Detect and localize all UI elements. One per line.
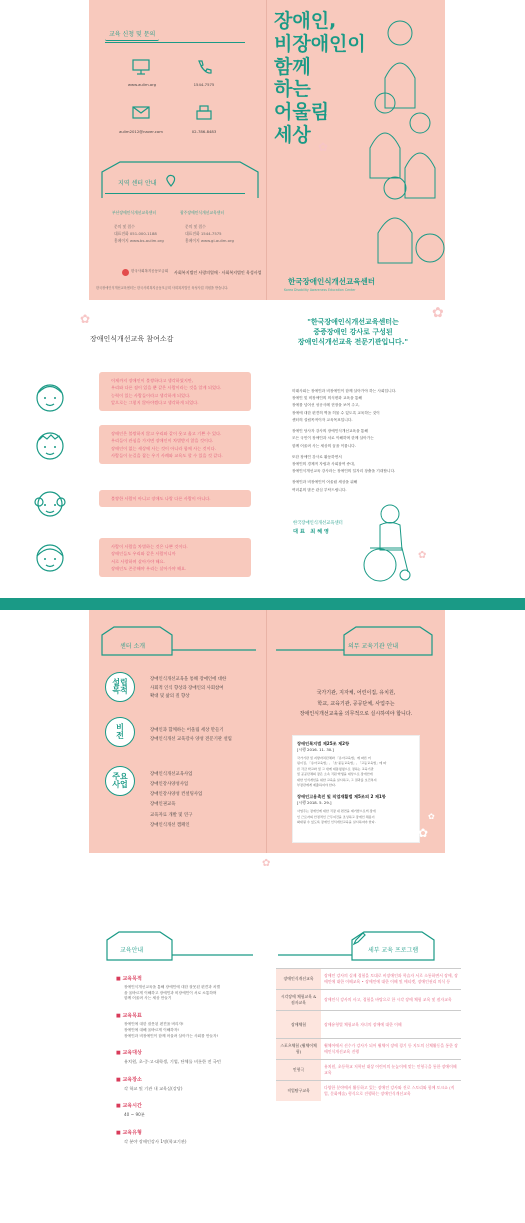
program-label-6: 직업탐구교육: [276, 1081, 321, 1102]
ceo-para-3-line-1: 또한 장애인 강사로 활동하면서: [292, 454, 342, 459]
law2-title: 장애인고용촉진 및 직업재활법 제5조의 2 제1항: [297, 794, 386, 800]
phone-text[interactable]: 1544-7575: [193, 82, 215, 87]
establish-line-2: 사회적 인식 향상과 장애인의 사회참여: [150, 685, 224, 691]
ceo-para-3-line-3: 장애인식개선교육 강사라는 장애인의 일자리 창출을 기대합니다.: [292, 469, 396, 474]
cover-org-sub: Korea Disability Awareness Education Center: [284, 288, 356, 292]
cover-title-line-6: 세상: [274, 123, 311, 146]
quote-4-line-1: 사람이 사람을 차별하는 것은 나쁜 것이다.: [111, 544, 188, 549]
establish-text: [150, 676, 226, 702]
regional-divider: [105, 193, 245, 194]
fax-text[interactable]: 02-786-8483: [191, 129, 217, 134]
face-icon-2: [33, 428, 67, 462]
ceo-headline: [268, 317, 438, 347]
mandatory-intro: [274, 688, 438, 720]
pencil-icon: [352, 932, 366, 946]
badge-vision: [105, 717, 135, 747]
quote-bubble-2: [99, 425, 251, 464]
quote-4-line-4: 장애인도 존중해야 우리는 살아가야 해요.: [111, 566, 187, 572]
fax-icon: [194, 104, 214, 122]
table-row: [276, 1039, 461, 1060]
ceo-para-3-line-2: 장애인의 경제적 자립과 사회참여 증대,: [292, 461, 355, 466]
cover-flower: ✿: [318, 140, 329, 154]
edu-section-1-head-text: 교육목적: [122, 976, 142, 982]
program-label-4: 스포츠체험 (휠체어체험): [276, 1039, 321, 1060]
ceo-headline-line-3: 장애인식개선교육 전문기관입니다.": [297, 338, 409, 347]
email-text[interactable]: aulim2012@naver.com: [119, 129, 163, 134]
ceo-headline-line-2: 중증장애인 강사로 구성된: [313, 328, 393, 337]
ceo-para-1-line-2: 장애인 및 비장애인의 의식변화 교육을 통해: [292, 396, 362, 401]
establish-line-3: 확대 및 삶의 질 향상: [150, 694, 190, 700]
edu-section-1-head: ■ 교육목적: [116, 976, 142, 982]
cover-title-line-3: 함께: [274, 55, 311, 78]
quote-3-line-1: 불쌍한 사람이 아니고 장애도 나랑 다른 사람이 아니다.: [111, 496, 211, 501]
edu-section-1-line-2: 을 올바르게 이해하고 장애인과 비장애인이 서로 소통하며: [124, 990, 217, 995]
ceo-para-1-line-1: 미래사회는 장애인과 비장애인이 함께 살아가야 하는 사회입니다.: [292, 389, 397, 393]
edu-section-2-head-text: 교육목표: [122, 1013, 142, 1020]
panel3-fold: [266, 610, 267, 853]
ceo-para-2-line-2: 모든 국민이 장애인과 서로 이해하며 한께 살아가는: [292, 436, 374, 441]
ceo-signature-name: 대 표 최 혜 영: [293, 529, 329, 535]
program-text-6: 다양한 분야에서 활동하고 있는 장애인 강사와 진로 스토리와 함께 토크쇼 (직업, 문화예술) 형식으로 진행하는 장애인식개선교육: [321, 1081, 461, 1102]
edu-guide-title: 교육안내: [120, 947, 144, 954]
ceo-para-4-line-2: 여러분의 많은 관심 부탁드립니다.: [292, 487, 347, 492]
edu-section-4: [116, 1076, 264, 1093]
edu-section-2-line-2: 장애인에 대해 올바르게 이해하자!: [124, 1027, 179, 1032]
ceo-para-2-line-3: 함께 어울려 사는 세상의 꿈을 이룹니다.: [292, 443, 357, 448]
panel3-flower-1: ✿: [418, 826, 429, 840]
sponsor-logo-text: 한국사회복지공동모금회: [131, 269, 169, 273]
mandatory-intro-line-2: 학교, 교육기관, 공공단체, 사업주는: [317, 700, 395, 707]
law1-title: 장애인복지법 제25조 제2항: [297, 741, 350, 746]
ceo-headline-line-1: "한국장애인식개선교육센터는: [307, 318, 399, 326]
program-label-1: 장애인식개선교육: [276, 969, 321, 990]
busan-line-2: 대표전화 051-000-1188: [114, 231, 157, 236]
mandatory-intro-line-3: 장애인식개선교육을 의무적으로 실시하여야 합니다.: [299, 711, 413, 717]
edu-section-1-line-1: 장애인식개선교육을 통해 장애인에 대한 잘못된 편견과 차별: [124, 985, 221, 989]
quote-1-line-2: 우리와 다른 점이 있을 뿐 같은 사람이라는 것을 알게 되었다.: [111, 385, 222, 391]
business-item-4: 장애인권교육: [150, 802, 176, 808]
edu-section-4-head-text: 교육장소: [122, 1076, 142, 1083]
phone-icon: [194, 58, 214, 76]
law1-date: [시행 2016. 11. 30.]: [297, 747, 334, 752]
contact-divider: [105, 42, 245, 43]
program-table-wrap: [276, 968, 461, 1101]
panel3-flower-2: ✿: [428, 812, 435, 821]
panel4-flower: ✿: [262, 858, 271, 869]
program-text-2: 장애인식 강사의 사고, 경험을 바탕으로 한 시각 장애 체험 교육 및 점자교육: [321, 990, 461, 1011]
edu-section-2-line-1: 장애인에 대한 잘못된 편견을 버리자!: [124, 1022, 184, 1027]
ceo-para-2-line-1: 장애인 당사자 강사의 장애인식개선교육을 통해: [292, 429, 368, 434]
quote-2-line-4: 사람들이 눈길을 잡는 우기 사례와 교육도 할 수 있을 것 같다.: [111, 453, 223, 459]
cover-title-line-2: 비장애인이: [274, 32, 366, 55]
center-intro-title: 센터 소개: [120, 643, 146, 650]
contact-title: 교육 신청 및 문의: [105, 27, 159, 41]
cover-title-line-4: 하는: [274, 78, 311, 101]
regional-title: 지역 센터 안내: [118, 180, 157, 187]
quote-bubble-3: [99, 490, 251, 507]
website-text[interactable]: www.aulim.org: [127, 82, 157, 87]
edu-section-4-line-1: 각 학교 및 기관 내 교육실(강당): [124, 1085, 183, 1091]
mandatory-intro-line-1: 국가기관, 지자체, 어린이집, 유치원,: [316, 690, 396, 696]
program-label-2: 시각장애 체험교육 & 점자교육: [276, 990, 321, 1011]
program-text-5: 유치원, 초등학교 저학년 대상 어린이의 눈높이에 맞는 인형극을 통한 장애이해 교육: [321, 1060, 461, 1081]
panel2-flower-1: ✿: [80, 312, 91, 326]
table-row: [276, 1060, 461, 1081]
business-item-1: 장애인식개선교육사업: [150, 772, 193, 777]
law2-date: [시행 2018. 5. 29.]: [297, 800, 332, 806]
establish-line-1: 장애인식개선교육을 통해 장애인에 대한: [150, 677, 227, 682]
program-label-5: 인형극: [276, 1060, 321, 1081]
cover-title-line-5: 어울림: [274, 101, 330, 124]
law2-text-3: 확대될 수 있도록 장애인 인식개선교육을 실시하여야 한다.: [297, 820, 376, 825]
law2-text-1: 사업주는 장애인에 대한 직장 내 편견을 제거함으로써 장애: [297, 809, 376, 814]
program-title: 세부 교육 프로그램: [368, 947, 419, 954]
quote-2-line-3: 장애인이 없는 세상에 사는 것이 아니라 함께 사는 것이다.: [111, 445, 217, 451]
edu-section-5-head: ■ 교육시간: [116, 1103, 142, 1110]
edu-section-1: [116, 975, 264, 1002]
business-item-3: 장애인강사양성 컨설팅사업: [150, 792, 203, 798]
face-icon-4: [33, 540, 67, 574]
feedback-title: 장애인식개선교육 참여소감: [90, 335, 174, 343]
quote-2-line-2: 우리들이 관심을 가지면 장애인이 차별받지 않을 것이다.: [111, 438, 214, 444]
law-box: [292, 735, 420, 843]
program-table: [276, 968, 461, 1101]
cover-people-illustration: [360, 8, 444, 270]
location-pin-icon: [166, 175, 176, 187]
busan-line-3[interactable]: 홈페이지 www.bs-aulim.org: [114, 238, 164, 243]
cover-title-line-1: 장애인,: [274, 10, 337, 32]
ceo-message: [292, 388, 442, 494]
panel2-flower-2: ✿: [432, 305, 444, 321]
business-item-2: 장애인강사양성사업: [150, 782, 189, 788]
panel2-flower-3: ✿: [418, 550, 427, 561]
law1-text-4: 및 공공단체의 장은 소속 직원·학생을 대상으로 장애인에: [297, 772, 373, 777]
vision-line-1: 장애인과 함께하는 어울림 세상 만들기: [150, 728, 224, 733]
edu-section-5-head-text: 교육시간: [122, 1103, 142, 1110]
face-icon-1: [33, 380, 67, 414]
badge-establish: [105, 672, 135, 702]
busan-center-label: 부산장애인식개선교육센터: [112, 210, 157, 215]
sponsor-note: 한국장애인식개선교육센터는 한국사회복지공동모금회 사회복지법인 육성사업 지원을 받습니다.: [96, 286, 229, 290]
table-row: [276, 969, 461, 990]
table-row: [276, 1011, 461, 1039]
quote-1-line-1: 이제까지 장애인이 불쌍하다고 생각하였지만,: [111, 378, 194, 383]
program-text-1: 장애인 강사의 실제 경험을 토대로 비장애인과 학습자 서로 소통하면서 장애, 장애인에 대한 이해교육 • 장애인에 대한 이해 및 에티켓, 장애인권리 의식 등: [321, 969, 461, 990]
law1-text-2: 린이집, 「유아교육법」, 「초·중등교육법」, 「고등교육법」에 따: [297, 761, 387, 766]
law1-text-1: 국가기관 및 지방자치단체와 「유아교육법」에 따른 어: [297, 756, 371, 760]
business-item-6: 장애인식개선 캠페인: [150, 822, 190, 828]
ceo-signature-org: 한국장애인식개선교육센터: [293, 521, 343, 526]
edu-section-3-head-text: 교육대상: [122, 1050, 142, 1057]
edu-section-5: [116, 1102, 264, 1119]
email-icon: [131, 104, 151, 122]
monitor-icon: [131, 58, 151, 76]
gwangju-line-1: 문의 및 접수: [185, 224, 206, 229]
panel-cover-fold: [266, 0, 267, 300]
edu-section-6: [116, 1129, 264, 1146]
gwangju-center-label: 광주장애인식개선교육센터: [180, 210, 225, 215]
program-text-4: 휠체어에서 선수가 강사가 되어 휠체어 장애 경기 등 지도의 신체활동을 통한 장애인식개선교육 진행: [321, 1039, 461, 1060]
badge-business: [105, 766, 135, 796]
wheelchair-illustration: [350, 500, 420, 585]
edu-section-3: [116, 1049, 264, 1066]
ceo-para-1-line-4: 장애에 대한 편견의 벽을 허물 수 있도록 교육하는 것이: [292, 410, 380, 415]
edu-section-2-line-3: 장애인과 비장애인이 함께 어울려 살아가는 사회를 만들자!: [124, 1033, 218, 1038]
sponsor-logo: [122, 269, 129, 276]
ceo-para-4-line-1: 장애인과 비장애인이 어울림 세상을 위해: [292, 480, 358, 485]
edu-section-3-head: ■ 교육대상: [116, 1050, 142, 1057]
law1-text-3: 른 각급 학교와 및 그 밖에 대통령령으로 정하는 교육기관: [297, 766, 374, 771]
quote-1-line-4: 앞으로는 그렇지 않아야겠다고 생각하게 되었다.: [111, 400, 199, 406]
table-row: [276, 990, 461, 1011]
edu-section-1-line-3: 함께 어울려 사는 세상 만들기: [124, 996, 172, 1001]
edu-section-2-head: ■ 교육목표: [116, 1013, 142, 1020]
law1-text-5: 대한 인식개선을 위한 교육을 실시하고, 그 결과를 보건복지: [297, 777, 377, 782]
ceo-para-1-line-5: 센터의 설립목적이자 교육목표입니다.: [292, 417, 353, 422]
mandatory-title: 의무 교육기관 안내: [348, 643, 399, 650]
quote-4-line-2: 장애인들도 우리와 같은 사람이니까: [111, 551, 176, 557]
business-item-5: 교육자료 개발 및 연구: [150, 812, 193, 818]
edu-section-6-head: ■ 교육유형: [116, 1129, 142, 1136]
edu-guide-sections: [116, 975, 264, 1145]
cover-org-name: 한국장애인식개선교육센터: [288, 277, 375, 286]
badge-vision-text: 비전: [116, 722, 124, 740]
badge-establish-text: 설립 목적: [112, 677, 128, 695]
sponsor-program: 사회복지법인 사랑의열매 · 사회복지법인 육성사업: [174, 270, 262, 275]
edu-section-3-line-1: 유치원, 초·중·고·대학생, 기업, 단체를 비롯한 전 국민: [124, 1059, 221, 1065]
ceo-para-1-line-3: 장애를 넘어선 성공사례 현장을 보여 주고,: [292, 403, 360, 408]
edu-section-6-line-1: 각 분야 장애인강사 1명(학교기관): [124, 1138, 187, 1144]
quote-2-line-1: 장애인은 불쌍하지 않고 우리와 같이 웃고 울고 기쁜 수 있다.: [111, 431, 222, 436]
vision-line-2: 장애인식개선 교육강사 양성 전문기관 설립: [150, 737, 232, 743]
face-icon-3: [33, 486, 67, 520]
law1-text-6: 부장관에게 제출하여야 한다.: [297, 783, 336, 788]
business-list: [150, 770, 202, 831]
table-row: [276, 1081, 461, 1102]
program-label-3: 장애체험: [276, 1011, 321, 1039]
badge-business-text: 주요 사업: [112, 771, 128, 789]
quote-4-line-3: 서로 사랑하며 살아가야 해요.: [111, 558, 165, 564]
edu-section-2: [116, 1012, 264, 1039]
quote-bubble-1: [99, 372, 251, 411]
law2-text-2: 인 근로자의 안정적인 근무여건을 조성하고 장애인 채용이: [297, 814, 375, 819]
vision-text: [150, 726, 232, 745]
edu-section-6-head-text: 교육유형: [122, 1129, 142, 1136]
edu-section-5-line-1: 40 ~ 90분: [124, 1112, 145, 1118]
gwangju-line-2: 대표전화 1544-7575: [185, 231, 222, 236]
program-text-3: 장애유형별 체험교육 자녀의 장애에 대한 이해: [321, 1011, 461, 1039]
gwangju-line-3[interactable]: 홈페이지 www.gi-aulim.org: [185, 238, 234, 243]
cover-title: [274, 10, 366, 147]
quote-1-line-3: 능력이 있는 사람들이라고 생각하게 되었다.: [111, 392, 191, 398]
edu-section-4-head: ■ 교육장소: [116, 1076, 142, 1083]
busan-line-1: 문의 및 접수: [114, 224, 135, 229]
fold-band: [0, 598, 525, 610]
quote-bubble-4: [99, 538, 251, 577]
